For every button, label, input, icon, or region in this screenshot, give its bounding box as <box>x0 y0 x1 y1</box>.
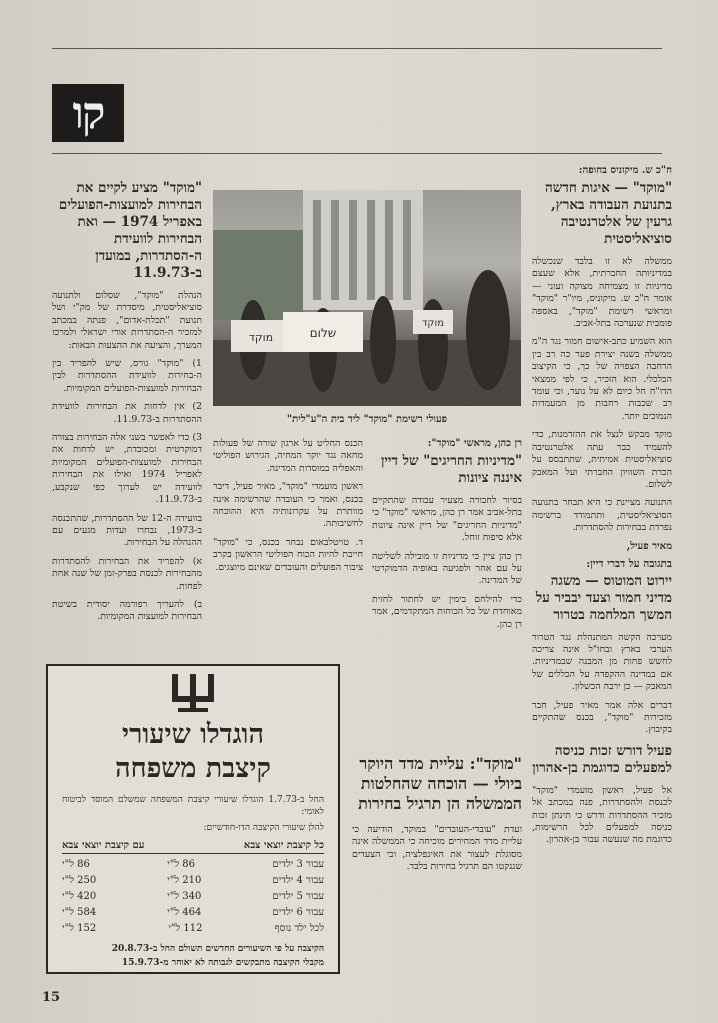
ad-subtitle: להלן שיעורי הקיצבה הדו-חודשיים: <box>203 823 324 833</box>
table-row <box>62 889 324 905</box>
cell-b: 86 ל"י <box>62 859 90 870</box>
paragraph: 3) כדי לאפשר בשני אלה הבחירות בצורה דמוקרטית ומכובדת, יש לדחות את הבחירות למועצות-הפועלים המקומיות לאפריל 1974 ואילו את הבחירות לוועידה יש לערוך כפי שנקבע, ב-11.9.73. <box>52 432 202 506</box>
cell-a: 464 ל"י <box>167 907 202 918</box>
menorah-emblem-icon <box>168 672 218 714</box>
ad-footer-2: מקבלי הקיצבה מתבקשים לגבותה לא יאוחר מ-15.9.73 <box>121 958 324 968</box>
paragraph: 1) "מוקד" גורס, שיש להפריד בין ה-בחירות לוועידת ההסתדרות לבין הבחירות למועצות-הפועלים המקומיות. <box>52 358 202 394</box>
ad-text: החל ב-1.7.73 הוגדלו שיעורי קיצבת המשפחה שמשלם המוסד לביטוח לאומי: <box>62 795 325 817</box>
national-insurance-ad <box>46 664 340 974</box>
headline: "מוקד" מציע לקיים את הבחירות למועצות-הפועלים באפריל 1974 — ואת הבחירות לוועידת ה-הסתדרות, במועדן ב-11.9.73 <box>58 180 202 281</box>
paragraph: אל פעיל, ראשון מועמדי "מוקד" לכנסת ולהסתדרות, פנה במכתב אל מזכיר ההסתדרות ודרש כי תינתן זכות כניסה למפעלים לכל הרשימות, כדוגמת מה שנעשה עבור בן-אהרון. <box>532 784 672 846</box>
photo-illustration <box>213 190 521 406</box>
paragraph: בוועידה ה-12 של ההסתדרות, שהתכנסה ב-1973, נבחרו ועדות מגעים עם ההנהלה על הבחירות. <box>52 512 202 549</box>
cell-b: 584 ל"י <box>62 907 97 918</box>
section-logo: קו <box>52 84 124 142</box>
table-header <box>62 840 324 854</box>
page-number: 15 <box>42 990 61 1005</box>
right-column <box>532 165 672 985</box>
cell-a: 112 ל"י <box>168 923 203 934</box>
sign-text: שלום <box>309 326 337 340</box>
byline: מאיר פעיל, <box>626 540 672 552</box>
paragraph: מוקד מבקש לנצל את ההזדמנות, כדי להעמיד כבר עתה אלטרנטיבה סוציאליסטית אמיתית, שתתבסס על הכרת השוויון החברתי ועל המאבק לשלום. <box>532 429 672 490</box>
cell-b: 152 ל"י <box>62 923 97 934</box>
row-label: עבור 3 ילדים <box>272 859 324 870</box>
cell-b: 250 ל"י <box>62 875 97 886</box>
row-label: עבור 6 ילדים <box>272 907 324 918</box>
top-rule <box>52 48 662 49</box>
byline: ח"כ ש. מיקוניס בחופה: <box>578 165 672 176</box>
header-cell: עם קיצבת יוצאי צבא <box>62 840 145 851</box>
photo-caption: פעולי רשימת "מוקד" ליד בית ה"ע"לית" <box>286 414 448 425</box>
paragraph: כדי להילחם בימין יש לחתור לחזית מאוחדת של כל הכוחות המתקדמים, אמר רן כהן. <box>372 593 522 630</box>
paragraph: רן כהן ציין כי מדיניות זו מובילה לשליטה על עם אחר ולפגיעה באופיה הדמוקרטי של המדינה. <box>372 550 522 587</box>
paragraph: הנהלת "מוקד", שסלום ולתנועה סוציאליסטית, מיסדרת של מק"י ושל תנועת "תכלת-אדום", פנתה במכתב למזכיר ה-הסתדרות אורי ישראלי ולמרכז המערך, והציעה את ההצעות הבאות: <box>52 290 202 351</box>
headline: "מוקד" — איגות חדשה בתנועת העבודה בארץ, גרעין של אלטרנטיבה סוציאליסטית <box>545 180 672 247</box>
ad-footer-1: הקיצבה על פי השיעורים החדשים תשולם החל ב-20.8.73 <box>111 944 324 954</box>
protest-photo <box>213 190 521 406</box>
subhead: בתגובה על דברי דיין: <box>586 557 672 570</box>
cell-a: 210 ל"י <box>167 875 202 886</box>
middle-left-subcolumn <box>213 438 363 668</box>
cell-b: 420 ל"י <box>62 891 97 902</box>
paragraph: התנועה מציינת כי היא תבחר בתנועה הסוציאליסטית, ותתמודד ברשימה נפרדת בבחירות להסתדרות. <box>532 497 672 534</box>
table-row <box>62 905 324 921</box>
ad-title <box>48 718 338 786</box>
row-label: לכל ילד נוסף <box>274 923 324 934</box>
paragraph: ועדת "עובדי-העובדים" במוקד, הודיעה כי עליית מדד המחירים מוכיחה כי הממשלה אינה מסוגלת לעצור את האינפלציה, וכי הצעדים שננקטו הם תרגיל בחירות בלבד. <box>352 824 522 873</box>
paragraph: בסיור לחבורה מצעיר עבודה שהתקיים בתל-אביב אמר רן כהן, מראשי "מוקד" כי "מדיניות החריגים" של דיין אינה ציונות אלא סיפוח זוחל. <box>372 495 522 544</box>
header-cell: כל קיצבת יוצאי צבא <box>243 840 324 851</box>
paragraph: א) להפריד את הבחירות להסתדרות מהבחירות לכנסת בפרק-זמן של שנה אחת לפחות. <box>52 555 202 592</box>
paragraph: הכנס החליט על ארגון שורה של פעולות מחאה נגד יוקר המחיה, הגירוש הפוליטי והאפליה במוסדות המדינה. <box>213 438 363 474</box>
paragraph: ד. טויטלבאום נבחר בכנס, כי "מוקד" חייבת להיות הכוח הפוליטי הראשון בקרב ציבור הפועלים והעובדים שאינם מיוצגים. <box>213 536 363 573</box>
headline: "מדיניות החריגים" של דיין איננה ציונות <box>380 453 522 486</box>
paragraph: ממשלה לא זו בלבד שנכשלה במדיניותה החברתית, אלא שעצם מדיניות זו מצמיחה מצוקה ועוני — אומר ח"כ ש. מיקוניס, מיו"ר "מוקד" ומראשי רשימת "מוקד", באספה פומבית שנערכה בתל-אביב. <box>532 256 672 330</box>
ad-title-line2: קיצבת משפחה <box>115 753 271 784</box>
paragraph: ב) להעריך רפורמה יסודית בשיטת הבחירות למועצות המקומיות. <box>52 598 202 623</box>
row-label: עבור 4 ילדים <box>272 875 324 886</box>
headline: "מוקד": עליית מדד היוקר ביולי — הוכחה שהחלטות הממשלה הן תרגיל בחירות <box>358 754 522 813</box>
paragraph: הוא השמיע כתב-אישום חמור נגד ה"מ ממשלה בשנה יצירת פער כה רב בין הרחבה הצפויה של כך, כי הקיצוב הכלכלי. הוא הזכיר, כי לפי ממצאי הדו"ח חל כיום לא על נוער, וכי עומד רב שכבות רחבות מן המעמדות הנמוכים יותר. <box>532 336 672 422</box>
sign-text: מוקד <box>248 331 274 344</box>
ad-rates-table <box>62 840 324 937</box>
ad-title-line1: הוגדלו שיעורי <box>121 719 264 750</box>
paragraph: 2) אין לדחות את הבחירות לוועידת ההסתדרות ב-11.9.73. <box>52 401 202 425</box>
paragraph: ראשון מועמדי "מוקד", מאיר פעיל, דיבר בכנס, ואמר כי העובדה שהרשימה אינה מוותרת על עקרונותיה היא ההוכחה לחשיבותה. <box>213 481 363 530</box>
table-row <box>62 921 324 937</box>
paragraph: דברים אלה אמר מאיר פעיל, חבר מזכירות "מוקד", בכנס שהתקיים בקיבוץ. <box>532 699 672 736</box>
left-column <box>52 180 202 650</box>
byline: רן כהן, מראשי "מוקד": <box>427 438 522 449</box>
header-rule <box>52 153 662 154</box>
paragraph: מערכה הקשה המתנהלת נגד הטרור הערבי בארץ ובחו"ל אינה צריכה לחשש פחות מן המבנה שבמדיניות. אם במדינה ההקפדה על הכללים של המאבק — כן ירבה הכשלון. <box>532 631 672 693</box>
cell-a: 86 ל"י <box>167 859 195 870</box>
headline: יירוט המוטוס — משגה מדיני חמור וצעד יבביר על המשך המלחמה בטרור <box>535 572 672 623</box>
cell-a: 340 ל"י <box>167 891 202 902</box>
sign-text: מוקד <box>421 318 445 329</box>
row-label: עבור 5 ילדים <box>272 891 324 902</box>
middle-bottom-block <box>352 750 522 985</box>
table-row <box>62 857 324 873</box>
table-row <box>62 873 324 889</box>
headline: פעיל דורש זכות כניסה למפעלים כדוגמת בן-אהרון <box>532 742 672 776</box>
